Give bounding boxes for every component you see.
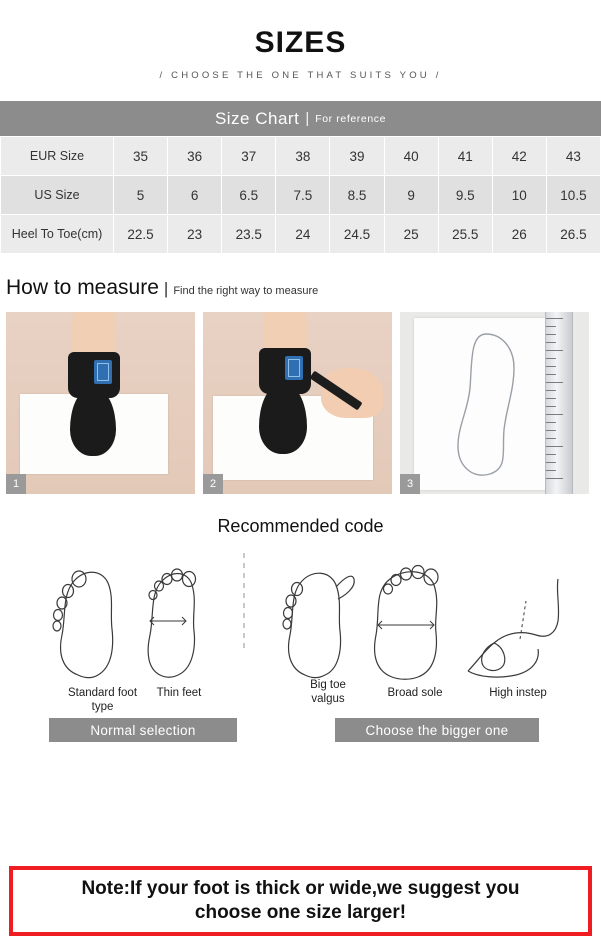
how-to-measure-separator: | <box>163 279 169 298</box>
measure-step-3-photo <box>400 312 589 494</box>
cell-us-8: 10.5 <box>546 176 600 215</box>
row-label-heel-to-toe: Heel To Toe(cm) <box>1 215 114 254</box>
cell-eur-8: 43 <box>546 137 600 176</box>
how-to-measure-heading <box>0 276 601 300</box>
foot-types-diagram <box>0 543 601 758</box>
cell-eur-5: 40 <box>384 137 438 176</box>
label-thin-feet: Thin feet <box>156 687 202 699</box>
recommended-code-title: Recommended code <box>217 516 384 536</box>
table-row <box>1 215 601 254</box>
step-badge: 1 <box>6 474 26 494</box>
cell-eur-4: 39 <box>330 137 384 176</box>
cell-htt-7: 26 <box>492 215 546 254</box>
size-chart-title: Size Chart <box>214 108 300 128</box>
cell-us-1: 6 <box>168 176 222 215</box>
measure-steps-photos <box>0 312 601 494</box>
big-toe-valgus-illustration <box>283 573 354 677</box>
cell-eur-1: 36 <box>168 137 222 176</box>
cell-htt-6: 25.5 <box>438 215 492 254</box>
measure-step-2-photo <box>203 312 392 494</box>
label-broad-sole: Broad sole <box>387 687 443 699</box>
cell-us-4: 8.5 <box>330 176 384 215</box>
broad-sole-illustration <box>375 566 438 680</box>
table-row <box>1 176 601 215</box>
cell-eur-2: 37 <box>222 137 276 176</box>
standard-foot-illustration <box>53 571 113 678</box>
cell-eur-0: 35 <box>114 137 168 176</box>
row-label-eur: EUR Size <box>1 137 114 176</box>
cell-htt-5: 25 <box>384 215 438 254</box>
step-badge: 3 <box>400 474 420 494</box>
cell-htt-8: 26.5 <box>546 215 600 254</box>
note-line-2: choose one size larger! <box>194 902 407 923</box>
label-big-toe-valgus-line2: valgus <box>311 693 345 705</box>
foot-on-paper <box>70 390 116 456</box>
cell-eur-7: 42 <box>492 137 546 176</box>
hand <box>321 368 383 418</box>
size-chart-table <box>0 136 601 254</box>
high-instep-illustration <box>468 579 559 677</box>
thin-foot-illustration <box>148 569 195 677</box>
how-to-measure-title: How to measure <box>6 276 159 299</box>
page-title: SIZES <box>254 26 347 59</box>
label-standard-foot-line2: type <box>91 701 114 713</box>
cell-us-5: 9 <box>384 176 438 215</box>
how-to-measure-subtitle: Find the right way to measure <box>173 285 319 297</box>
step-badge: 2 <box>203 474 223 494</box>
page-subtitle: / CHOOSE THE ONE THAT SUITS YOU / <box>159 70 442 81</box>
ruler <box>545 312 573 494</box>
label-high-instep: High instep <box>489 687 547 699</box>
cell-us-2: 6.5 <box>222 176 276 215</box>
label-big-toe-valgus <box>288 678 368 706</box>
size-chart-subtitle: For reference <box>315 112 387 125</box>
note-box <box>9 866 592 936</box>
cell-htt-3: 24 <box>276 215 330 254</box>
label-standard-foot-line1: Standard foot <box>67 687 138 699</box>
paper-sheet-with-outline <box>414 318 564 490</box>
cell-us-6: 9.5 <box>438 176 492 215</box>
table-row <box>1 137 601 176</box>
cell-htt-2: 23.5 <box>222 215 276 254</box>
measure-step-1-photo <box>6 312 195 494</box>
choose-bigger-one-pill: Choose the bigger one <box>335 718 539 742</box>
foot-illustrations <box>0 543 601 698</box>
cell-htt-1: 23 <box>168 215 222 254</box>
size-chart-separator: | <box>305 110 310 127</box>
cell-eur-6: 41 <box>438 137 492 176</box>
cell-us-0: 5 <box>114 176 168 215</box>
size-chart-header <box>0 101 601 136</box>
cell-us-3: 7.5 <box>276 176 330 215</box>
note-line-1: Note:If your foot is thick or wide,we suggest you <box>81 878 520 899</box>
normal-selection-pill: Normal selection <box>49 718 237 742</box>
label-big-toe-valgus-line1: Big toe <box>310 679 346 691</box>
cell-htt-0: 22.5 <box>114 215 168 254</box>
cell-eur-3: 38 <box>276 137 330 176</box>
foot-on-paper <box>259 386 307 454</box>
cell-us-7: 10 <box>492 176 546 215</box>
foot-outline-drawing <box>414 318 564 490</box>
sock-logo-tag <box>94 360 112 384</box>
size-chart-section <box>0 101 601 254</box>
sock-logo-tag <box>285 356 303 380</box>
row-label-us: US Size <box>1 176 114 215</box>
cell-htt-4: 24.5 <box>330 215 384 254</box>
